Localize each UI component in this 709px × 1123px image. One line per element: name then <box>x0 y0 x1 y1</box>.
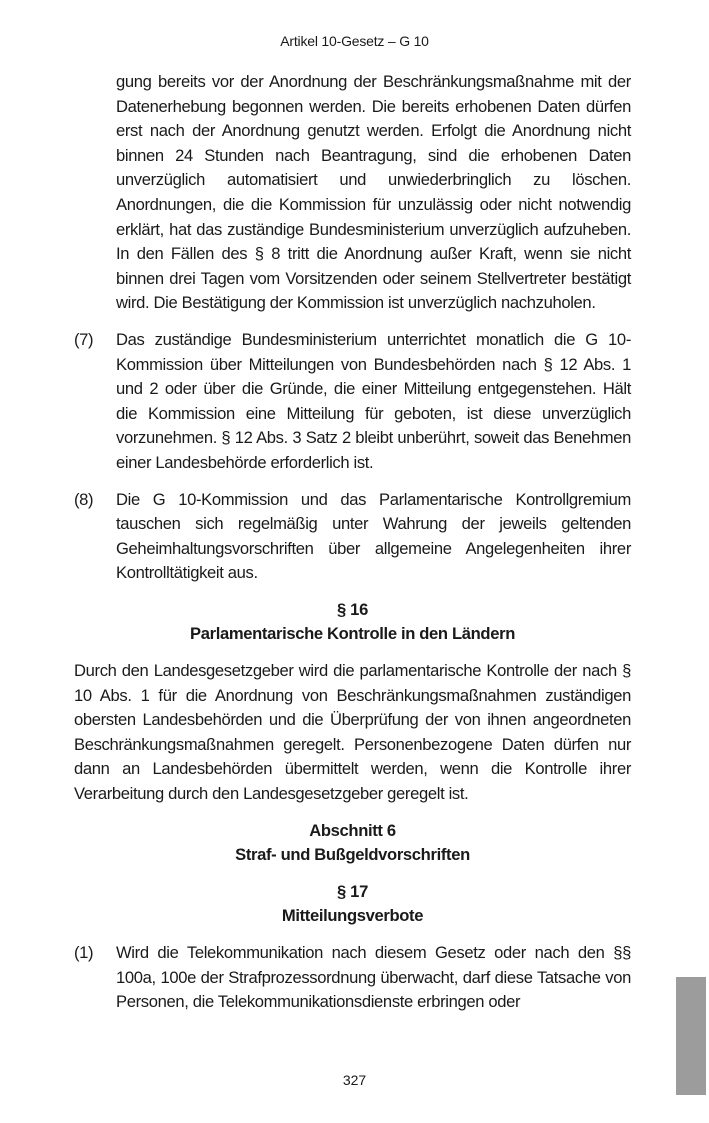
section-title: Parlamentarische Kontrolle in den Ländern <box>190 624 515 644</box>
item-number: (7) <box>74 329 94 349</box>
item-8 <box>74 488 631 586</box>
section-number: § 17 <box>337 881 368 901</box>
section-number: § 16 <box>337 599 368 619</box>
abschnitt-6-heading <box>74 819 631 868</box>
item-number: (1) <box>74 943 94 962</box>
item-7 <box>74 328 631 476</box>
page-body <box>74 70 631 1015</box>
abschnitt-title: Straf- und Bußgeldvorschriften <box>235 845 470 865</box>
page-number: 327 <box>342 1072 367 1088</box>
item-text: Wird die Telekommunikation nach diesem Gesetz oder nach den §§ 100a, 100e der Strafprozessordnung überwacht, darf diese Tatsache von Personen, die Telekommunikationsdienste erbringen oder <box>116 943 631 1012</box>
running-header: Artikel 10-Gesetz – G 10 <box>280 33 429 49</box>
section-16-heading <box>74 598 631 647</box>
section-16-text: Durch den Landesgesetzgeber wird die parlamentarische Kontrolle der nach § 10 Abs. 1 für die Anordnung von Beschränkungsmaßnahmen zuständigen obersten Landesbehörden und die Überprüfung der von ihnen angeordneten Beschränkungsmaßnahmen geregelt. Personenbezogene Daten dürfen nur dann an Landesbehörden übermittelt werden, wenn die Kontrolle ihrer Verarbeitung durch den Landesgesetzgeber geregelt ist. <box>74 661 631 804</box>
item-number: (8) <box>74 489 94 509</box>
section-title: Mitteilungsverbote <box>281 906 424 926</box>
thumb-index-tab <box>676 977 706 1095</box>
item-text: Das zuständige Bundesministerium unterrichtet monatlich die G 10-Kommission über Mitteilungen von Bundesbehörden nach § 12 Abs. 1 und 2 oder über die Gründe, die einer Mitteilung entgegenstehen. Hält die Kommission eine Mitteilung für geboten, ist diese unverzüglich vorzunehmen. § 12 Abs. 3 Satz 2 bleibt unberührt, soweit das Benehmen einer Landesbehörde erforderlich ist. <box>116 329 631 472</box>
section-17-heading <box>74 880 631 929</box>
section-17-item-1 <box>74 941 631 1015</box>
continuation-paragraph: gung bereits vor der Anordnung der Beschränkungsmaßnahme mit der Datenerhebung begonnen werden. Die bereits erhobenen Daten dürfen erst nach der Anordnung genutzt werden. Erfolgt die Anordnung nicht binnen 24 Stunden nach Beantragung, sind die erhobenen Daten unverzüglich automatisiert und unwiederbringlich zu löschen. Anordnungen, die die Kommission für unzulässig oder nicht notwendig erklärt, hat das zuständige Bundesministerium unverzüglich aufzuheben. In den Fällen des § 8 tritt die Anordnung außer Kraft, wenn sie nicht binnen drei Tagen vom Vorsitzenden oder seinem Stellvertreter bestätigt wird. Die Bestätigung der Kommission ist unverzüglich nachzuholen. <box>116 72 631 313</box>
abschnitt-number: Abschnitt 6 <box>309 820 396 840</box>
item-text: Die G 10-Kommission und das Parlamentarische Kontrollgremium tauschen sich regelmäßig unter Wahrung der jeweils geltenden Geheimhaltungsvorschriften über allgemeine Angelegenheiten ihrer Kontrolltätigkeit aus. <box>116 489 631 583</box>
